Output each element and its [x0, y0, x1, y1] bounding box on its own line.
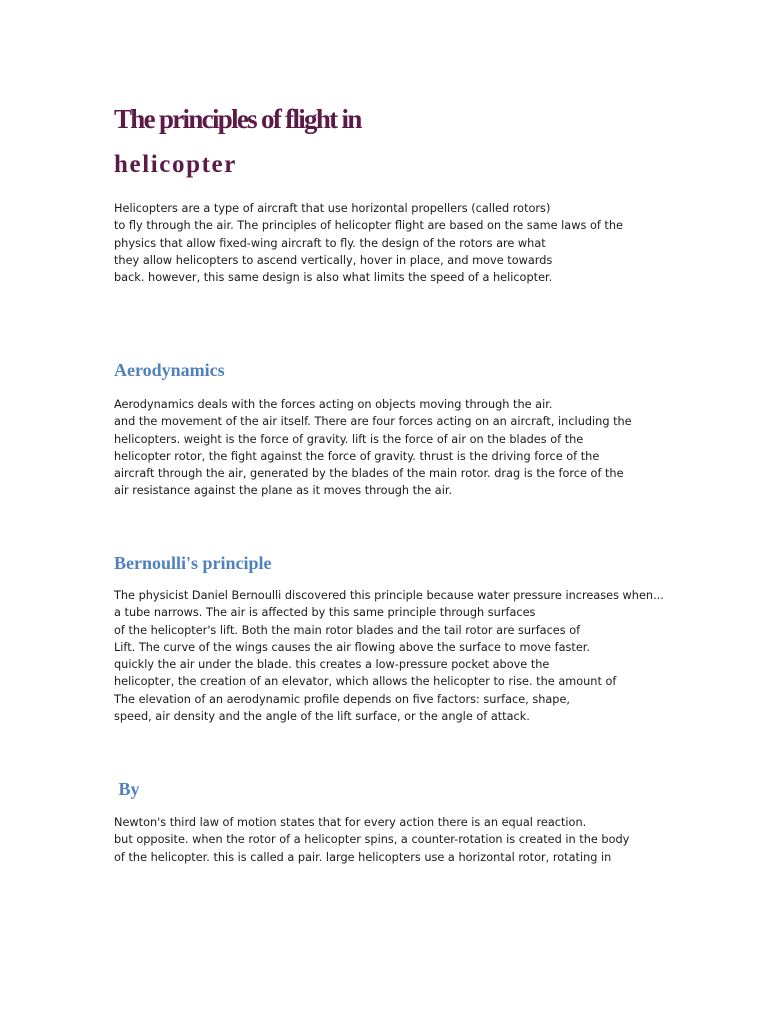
page-title-line-1: The principles of flight in	[114, 104, 361, 134]
paragraph-line: of the helicopter's lift. Both the main rotor blades and the tail rotor are surfaces of	[114, 623, 581, 637]
paragraph-line: to fly through the air. The principles of helicopter flight are based on the same laws of the	[114, 219, 623, 233]
section-heading-aerodynamics: Aerodynamics	[114, 360, 225, 380]
paragraph-line: Aerodynamics deals with the forces acting on objects moving through the air.	[114, 398, 553, 411]
paragraph-line: a tube narrows. The air is affected by this same principle through surfaces	[114, 606, 536, 620]
section-heading-by: By	[114, 779, 140, 799]
paragraph-line: helicopter, the creation of an elevator, which allows the helicopter to rise. the amount of	[114, 675, 617, 689]
paragraph-line: The physicist Daniel Bernoulli discovered this principle because water pressure increases when...	[114, 589, 664, 602]
aerodynamics-paragraph	[114, 396, 632, 500]
paragraph-line: quickly the air under the blade. this creates a low-pressure pocket above the	[114, 658, 550, 672]
page-title-line-2: helicopter	[114, 151, 237, 178]
paragraph-line: Newton's third law of motion states that for every action there is an equal reaction.	[114, 816, 587, 829]
paragraph-line: but opposite. when the rotor of a helicopter spins, a counter-rotation is created in the body	[114, 833, 630, 847]
paragraph-line: air resistance against the plane as it moves through the air.	[114, 484, 453, 498]
paragraph-line: Helicopters are a type of aircraft that use horizontal propellers (called rotors)	[114, 202, 551, 215]
paragraph-line: and the movement of the air itself. There are four forces acting on an aircraft, including the	[114, 415, 632, 429]
newton-paragraph	[114, 814, 629, 866]
bernoulli-paragraph	[114, 587, 664, 725]
paragraph-line: of the helicopter. this is called a pair. large helicopters use a horizontal rotor, rotating in	[114, 850, 612, 864]
paragraph-line: speed, air density and the angle of the lift surface, or the angle of attack.	[114, 710, 530, 724]
intro-paragraph	[114, 200, 623, 286]
paragraph-line: helicopter rotor, the fight against the force of gravity. thrust is the driving force of the	[114, 449, 600, 463]
paragraph-line: The elevation of an aerodynamic profile depends on five factors: surface, shape,	[114, 692, 571, 706]
paragraph-line: back. however, this same design is also what limits the speed of a helicopter.	[114, 271, 553, 285]
section-heading-bernoulli: Bernoulli's principle	[114, 553, 272, 573]
paragraph-line: they allow helicopters to ascend vertically, hover in place, and move towards	[114, 253, 553, 267]
paragraph-line: Lift. The curve of the wings causes the air flowing above the surface to move faster.	[114, 640, 590, 654]
paragraph-line: helicopters. weight is the force of gravity. lift is the force of air on the blades of the	[114, 432, 584, 446]
paragraph-line: aircraft through the air, generated by the blades of the main rotor. drag is the force of the	[114, 467, 624, 481]
paragraph-line: physics that allow fixed-wing aircraft to fly. the design of the rotors are what	[114, 236, 546, 250]
